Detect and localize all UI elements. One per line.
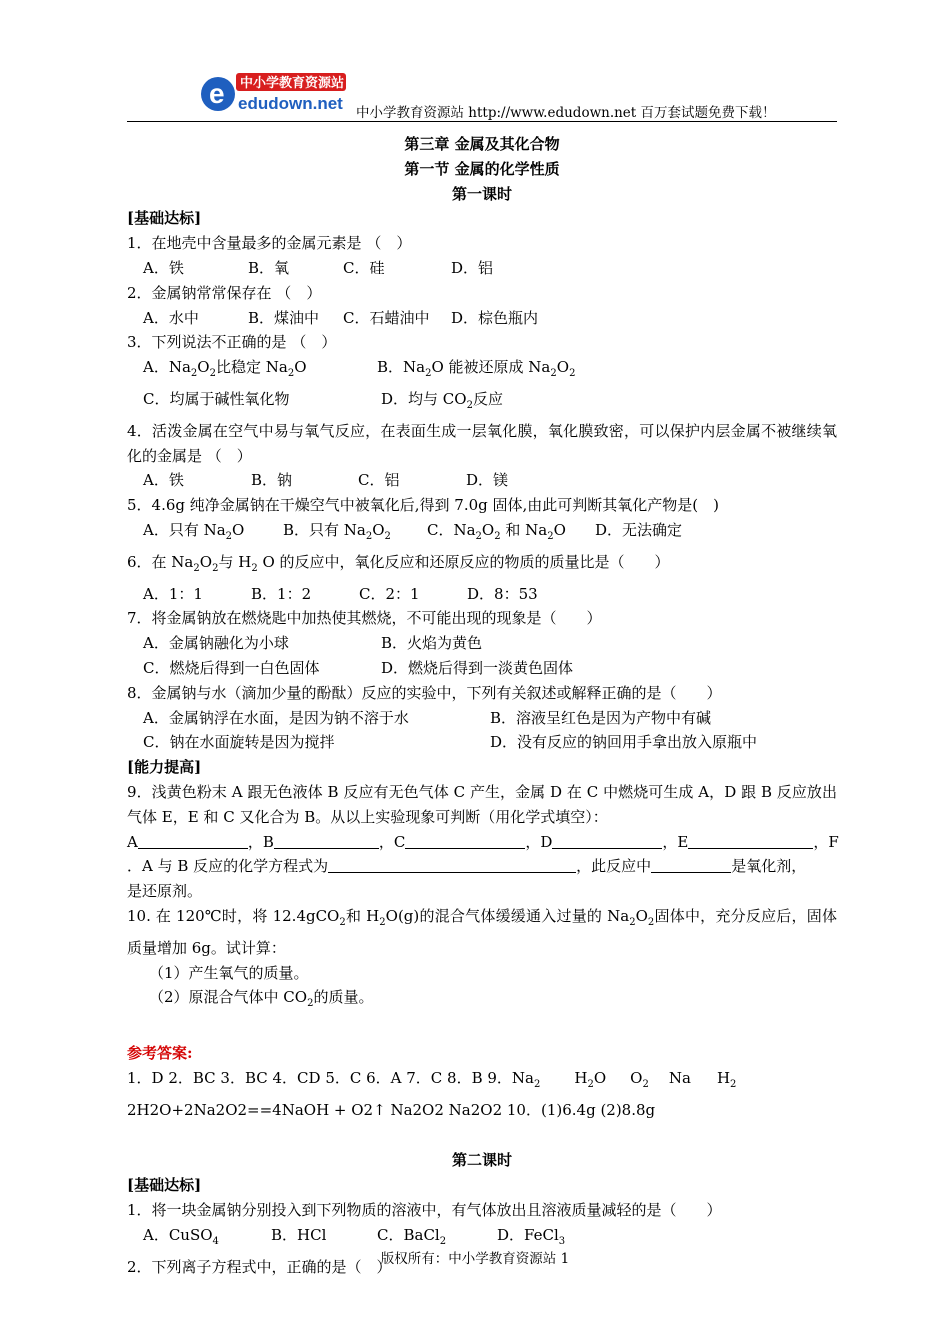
option: D．镁: [466, 471, 509, 490]
option: C．BaCl$_2$: [377, 1225, 447, 1247]
lesson2-title: 第二课时: [451, 1151, 512, 1170]
question-7-options-cd: [127, 656, 837, 681]
option: C．硅: [343, 258, 385, 277]
option: B．1：2: [251, 584, 312, 603]
question-1-options: [127, 256, 837, 281]
header-divider: [127, 121, 837, 122]
option: B．钠: [251, 471, 293, 490]
question-9: 9．浅黄色粉末 A 跟无色液体 B 反应有无色气体 C 产生，金属 D 在 C 中燃烧可生成 A，D 跟 B 反应放出气体 E，E 和 C 又化合为 B。从以上实验现象可判断（用化学式填空）：: [127, 782, 837, 826]
question-6: 6．在 $Na_2O_2$与 $H_2$ O 的反应中，氧化反应和还原反应的物质的质量比是（ ）: [127, 552, 670, 574]
answers-heading: 参考答案:: [127, 1044, 193, 1063]
question-9-end: 是还原剂。: [127, 882, 203, 901]
ability-heading: [能力提高]: [127, 758, 202, 777]
option: B．煤油中: [248, 308, 320, 327]
option: A．铁: [143, 258, 184, 277]
document-body: [127, 132, 837, 1279]
svg-text:e: e: [209, 78, 225, 109]
answer-blank[interactable]: [328, 856, 576, 873]
lesson2-question-1: 1．将一块金属钠分别投入到下列物质的溶液中，有气体放出且溶液质量减轻的是（ ）: [127, 1201, 722, 1220]
option: A．水中: [143, 308, 199, 327]
answers-line-2: 2H2O+2Na2O2==4NaOH + O2↑ Na2O2 Na2O2 10．(1)6.4g (2)8.8g: [127, 1100, 656, 1119]
answer-blank[interactable]: [274, 832, 379, 849]
footer-copyright: 版权所有：中小学教育资源站 1: [380, 1251, 570, 1267]
option: D．无法确定: [595, 520, 683, 539]
answer-blank[interactable]: [651, 856, 731, 873]
question-2: 2．金属钠常常保存在 （ ）: [127, 283, 322, 302]
option: C．燃烧后得到一白色固体: [143, 658, 320, 677]
question-9-blanks: A ，B ，C ，D ，E ，F: [127, 832, 839, 851]
header-banner-text: 中小学教育资源站 http://www.edudown.net 百万套试题免费下载！: [356, 105, 776, 121]
option: C．均属于碱性氧化物: [143, 389, 290, 408]
option: C．铝: [358, 471, 400, 490]
question-3-options-ab: [127, 355, 837, 387]
option: A．金属钠融化为小球: [143, 634, 289, 653]
option: A．金属钠浮在水面，是因为钠不溶于水: [143, 708, 409, 727]
question-4: 4．活泼金属在空气中易与氧气反应，在表面生成一层氧化膜，氧化膜致密，可以保护内层金属不被继续氧化的金属是 （ ）: [127, 421, 837, 465]
option: B．只有 $Na_2O_2$: [283, 520, 391, 542]
option: B．氧: [248, 258, 290, 277]
question-7: 7．将金属钠放在燃烧匙中加热使其燃烧，不可能出现的现象是（ ）: [127, 609, 602, 628]
chapter-title: 第三章 金属及其化合物: [404, 135, 560, 153]
option: D．铝: [451, 258, 494, 277]
logo-en-text: edudown.net: [238, 94, 343, 113]
option: B．溶液呈红色是因为产物中有碱: [490, 708, 712, 727]
lesson1-title: 第一课时: [451, 184, 512, 203]
answer-blank[interactable]: [688, 832, 813, 849]
option: D．FeCl$_3$: [497, 1225, 566, 1247]
option: B．$Na_2O$ 能被还原成 $Na_2O_2$: [377, 358, 576, 380]
basic-heading: [基础达标]: [127, 209, 202, 228]
option: B．火焰为黄色: [381, 634, 483, 653]
question-4-options: [127, 468, 837, 493]
answer-blank[interactable]: [138, 832, 248, 849]
option: C．石蜡油中: [343, 308, 430, 327]
question-1: 1．在地壳中含量最多的金属元素是 （ ）: [127, 234, 412, 253]
option: C．$Na_2O_2$ 和 $Na_2O$: [427, 520, 566, 542]
question-10-sub1: （1）产生氧气的质量。: [149, 963, 309, 982]
question-9-equation: ．A 与 B 反应的化学方程式为 ，此反应中 是氧化剂，: [127, 857, 807, 876]
question-10: 10. 在 120℃时，将 12.4gCO$_2$和 $H_2O(g)$的混合气体缓缓通入过量的 $Na_2O_2$固体中，充分反应后，固体质量增加 6g。试计算：: [127, 906, 837, 957]
question-3-options-cd: [127, 387, 837, 419]
question-6-options: [127, 582, 837, 607]
lesson2-basic-heading: [基础达标]: [127, 1176, 202, 1195]
question-7-options-ab: [127, 631, 837, 656]
option: D．没有反应的钠回用手拿出放入原瓶中: [490, 733, 758, 752]
option: D．燃烧后得到一淡黄色固体: [381, 658, 574, 677]
option: D．均与 $CO_2$反应: [381, 389, 503, 411]
question-3: 3．下列说法不正确的是 （ ）: [127, 333, 337, 352]
question-8: 8．金属钠与水（滴加少量的酚酞）反应的实验中，下列有关叙述或解释正确的是（ ）: [127, 683, 722, 702]
option: A．1：1: [143, 584, 203, 603]
question-8-options-cd: [127, 730, 837, 755]
answer-blank[interactable]: [405, 832, 525, 849]
option: B．HCl: [271, 1225, 327, 1244]
section-title: 第一节 金属的化学性质: [404, 159, 560, 178]
option: A．CuSO$_4$: [143, 1225, 219, 1247]
option: A．$Na_2O_2$比稳定 $Na_2O$: [143, 358, 307, 380]
option: C．2：1: [359, 584, 420, 603]
question-2-options: [127, 306, 837, 331]
option: D．8：53: [467, 584, 538, 603]
question-5: 5．4.6g 纯净金属钠在干燥空气中被氧化后,得到 7.0g 固体,由此可判断其氧化产物是( ): [127, 496, 720, 515]
lesson2-question-2: 2．下列离子方程式中，正确的是（ ）: [127, 1257, 392, 1276]
answers-line-1: 1．D 2．BC 3．BC 4．CD 5．C 6．A 7．C 8．B 9．$Na_2$ $H_2O$ $O_2$ Na $H_2$: [127, 1068, 737, 1090]
option: C．钠在水面旋转是因为搅拌: [143, 733, 335, 752]
option: A．只有 $Na_2O$: [143, 520, 245, 542]
question-10-sub2: （2）原混合气体中 $CO_2$的质量。: [149, 988, 374, 1010]
logo-cn-text: 中小学教育资源站: [240, 76, 345, 91]
edudown-logo: [200, 70, 350, 114]
question-8-options-ab: [127, 706, 837, 731]
question-5-options: [127, 518, 837, 550]
option: A．铁: [143, 471, 184, 490]
option: D．棕色瓶内: [451, 308, 539, 327]
answer-blank[interactable]: [552, 832, 662, 849]
